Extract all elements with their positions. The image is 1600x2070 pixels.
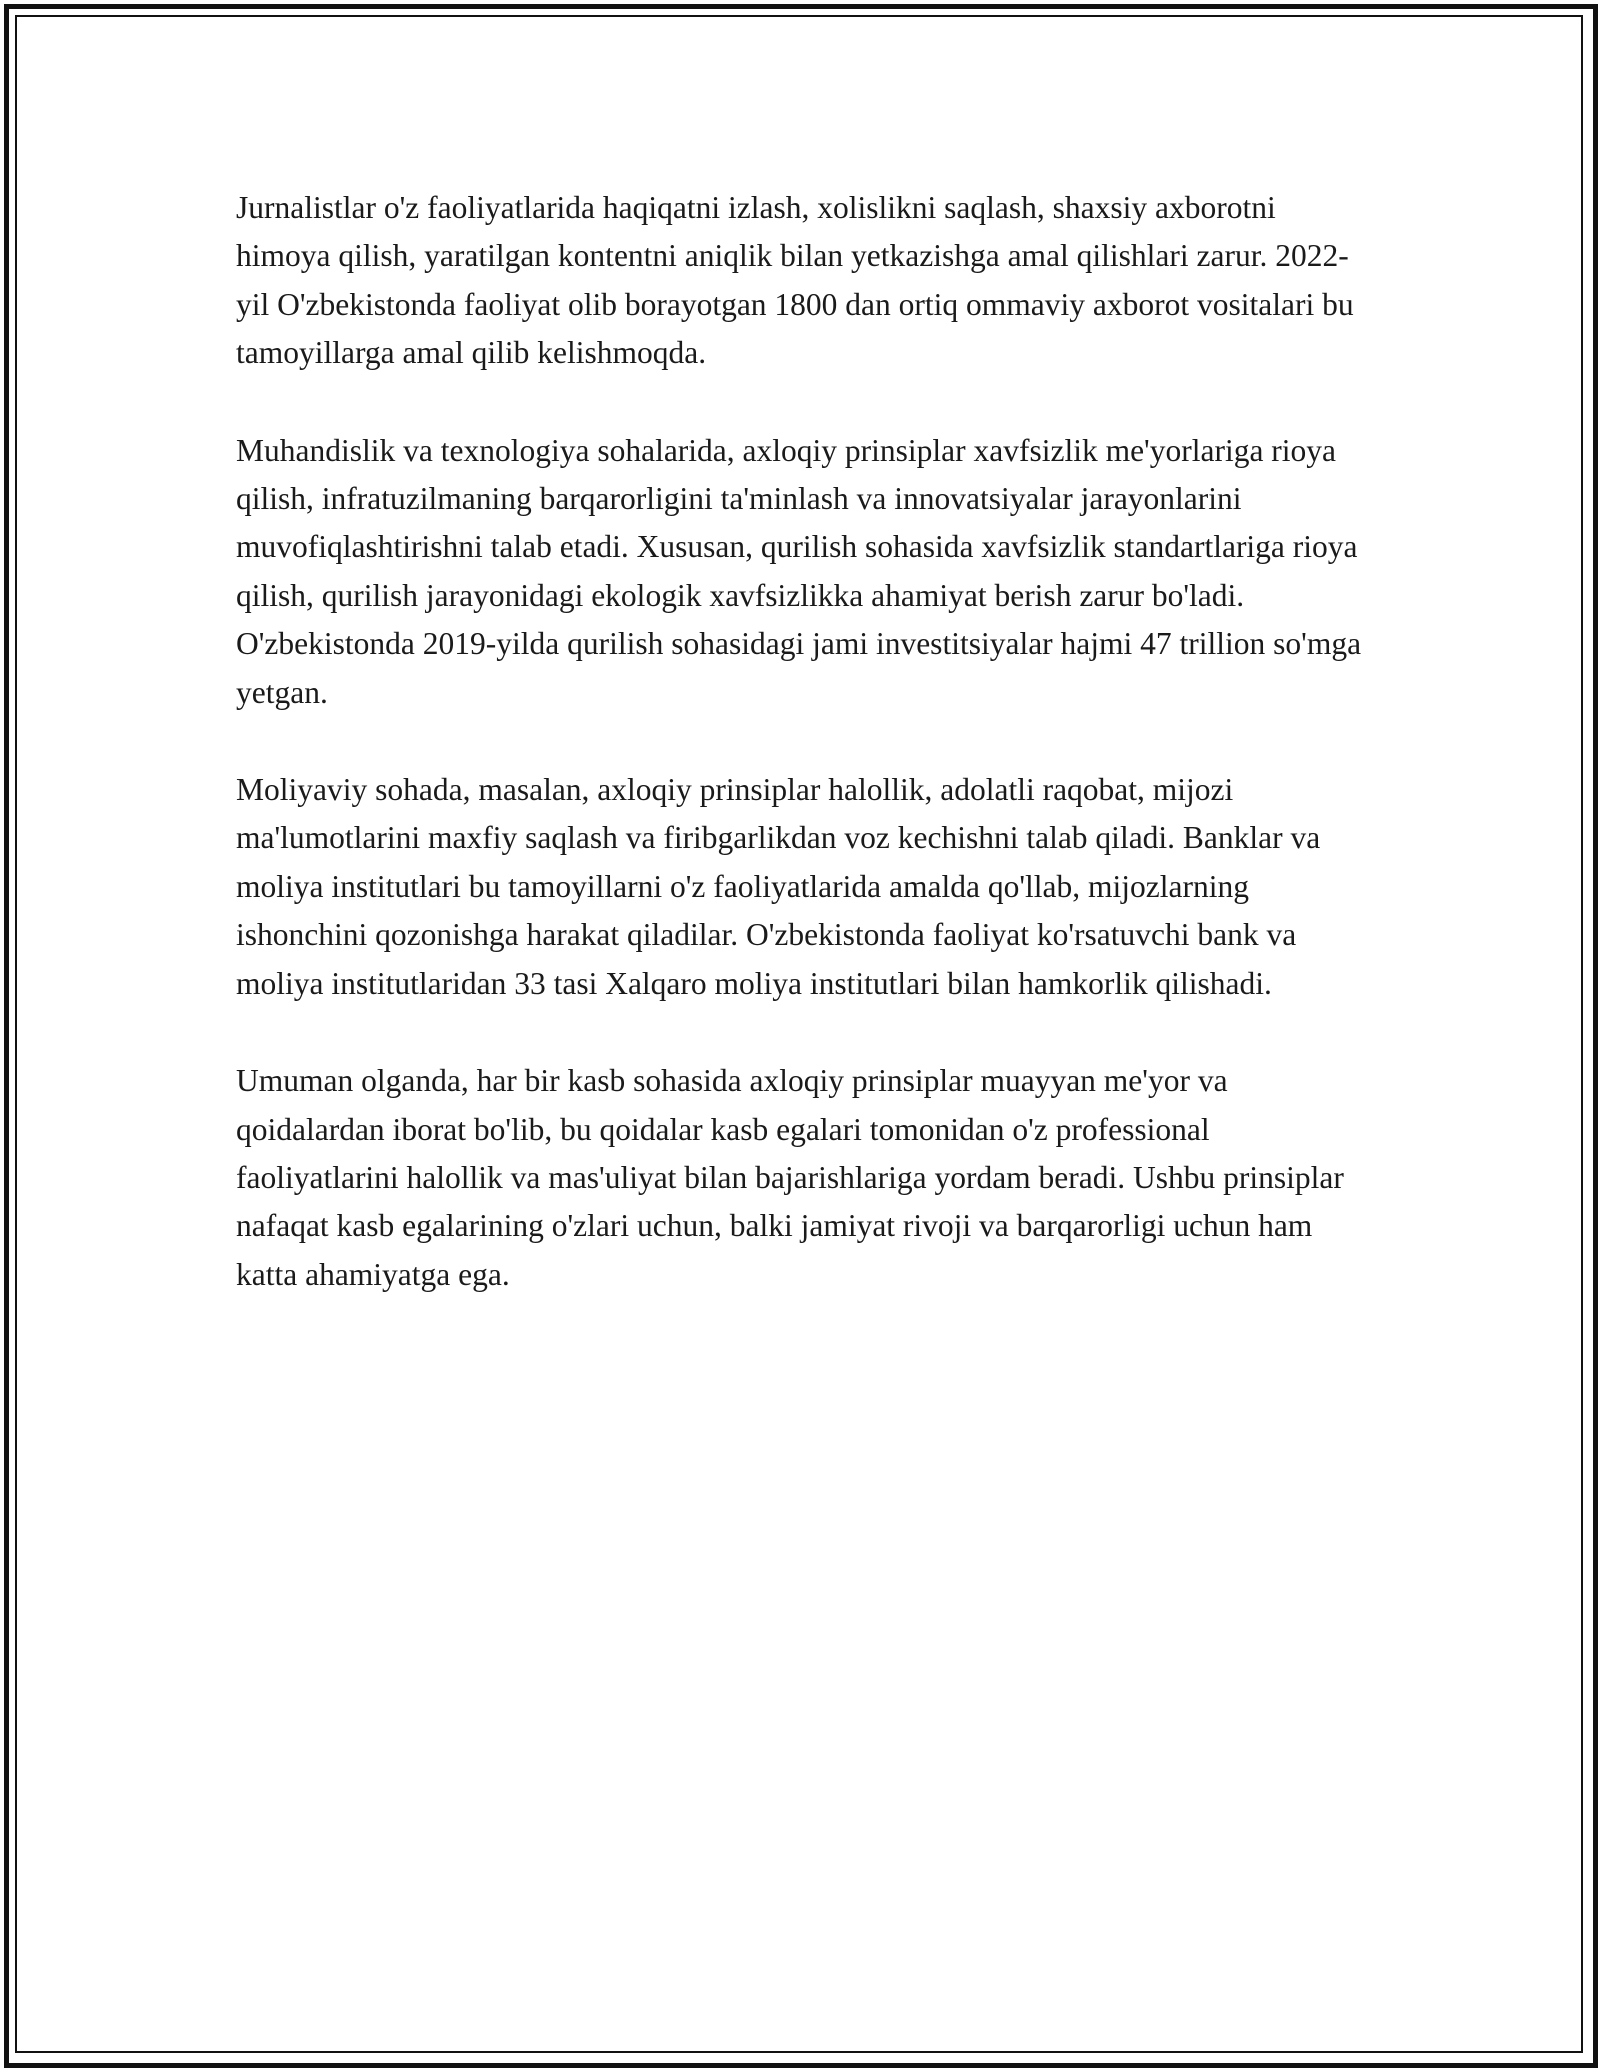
paragraph-engineering: Muhandislik va texnologiya sohalarida, axloqiy prinsiplar xavfsizlik me'yorlariga rioya qilish, infratuzilmaning barqarorligini ta'minlash va innovatsiyalar jarayonlarini muvofiqlashtirishni talab etadi. Xususan, qurilish sohasida xavfsizlik standartlariga rioya qilish, qurilish jarayonidagi ekologik xavfsizlikka ahamiyat berish zarur bo'ladi. O'zbekistonda 2019-yilda qurilish sohasidagi jami investitsiyalar hajmi 47 trillion so'mga yetgan. xyxy=(236,432,1362,710)
paragraph-conclusion: Umuman olganda, har bir kasb sohasida axloqiy prinsiplar muayyan me'yor va qoidalardan iborat bo'lib, bu qoidalar kasb egalari tomonidan o'z professional faoliyatlarini halollik va mas'uliyat bilan bajarishlariga yordam beradi. Ushbu prinsiplar nafaqat kasb egalarining o'zlari uchun, balki jamiyat rivoji va barqarorligi uchun ham katta ahamiyatga ega. xyxy=(236,1063,1344,1292)
document-body xyxy=(236,184,1376,1348)
paragraph-finance: Moliyaviy sohada, masalan, axloqiy prinsiplar halollik, adolatli raqobat, mijozi ma'lumotlarini maxfiy saqlash va firibgarlikdan voz kechishni talab qiladi. Banklar va moliya institutlari bu tamoyillarni o'z faoliyatlarida amalda qo'llab, mijozlarning ishonchini qozonishga harakat qiladilar. O'zbekistonda faoliyat ko'rsatuvchi bank va moliya institutlaridan 33 tasi Xalqaro moliya institutlari bilan hamkorlik qilishadi. xyxy=(236,772,1321,1001)
paragraph-journalism: Jurnalistlar o'z faoliyatlarida haqiqatni izlash, xolislikni saqlash, shaxsiy axborotni himoya qilish, yaratilgan kontentni aniqlik bilan yetkazishga amal qilishlari zarur. 2022-yil O'zbekistonda faoliyat olib borayotgan 1800 dan ortiq ommaviy axborot vositalari bu tamoyillarga amal qilib kelishmoqda. xyxy=(236,190,1354,371)
